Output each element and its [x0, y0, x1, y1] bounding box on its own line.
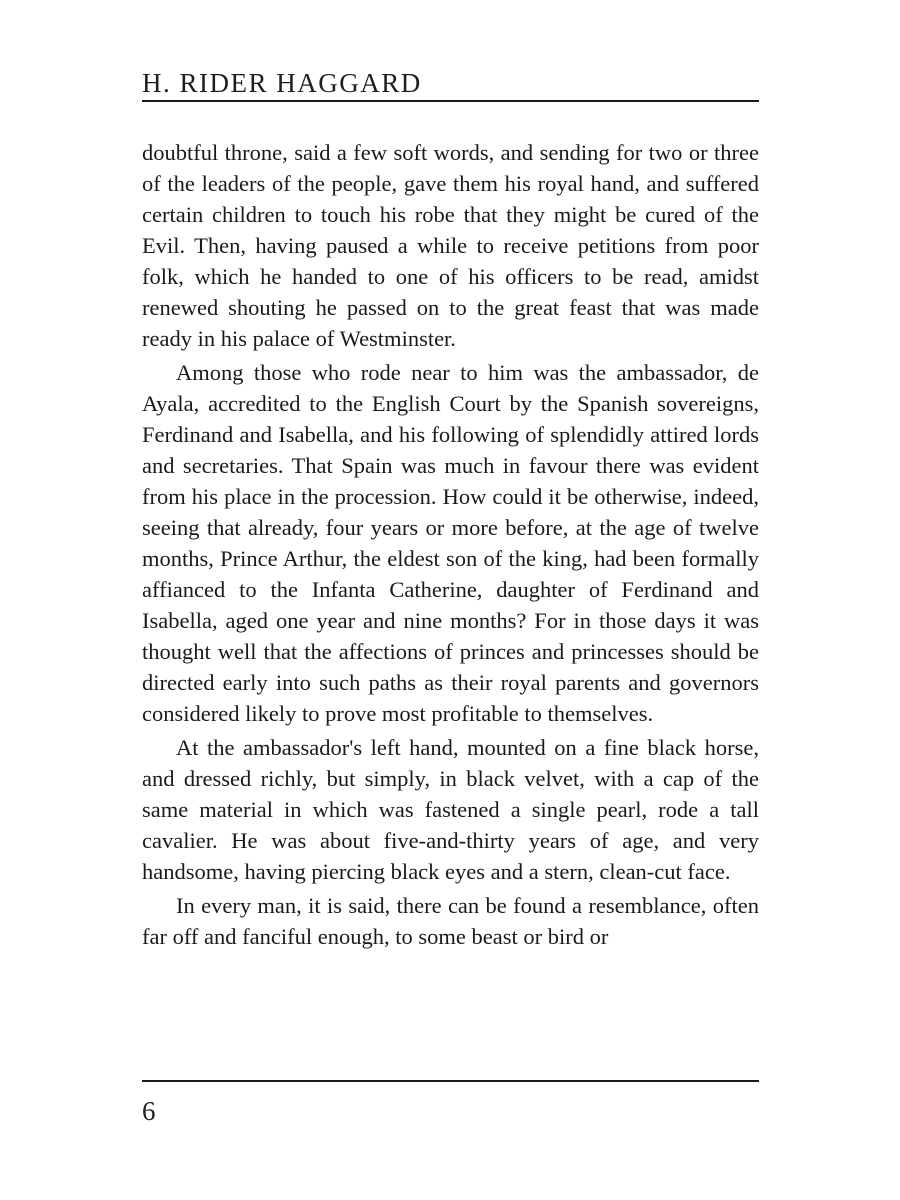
paragraph-1: doubtful throne, said a few soft words, and sending for two or three of the leaders of the people, gave them his royal hand, and suffered certain children to touch his robe that they might be cured of the Evil. Then, having paused a while to receive petitions from poor folk, which he handed to one of his officers to be read, amidst renewed shouting he passed on to the great feast that was made ready in his palace of Westminster. — [142, 140, 759, 351]
paragraph-4: In every man, it is said, there can be found a resemblance, often far off and fanciful enough, to some beast or bird or — [142, 893, 759, 949]
book-page — [142, 0, 759, 1200]
page-number: 6 — [142, 1096, 156, 1126]
header-rule — [142, 100, 759, 102]
paragraph-3: At the ambassador's left hand, mounted on a fine black horse, and dressed richly, but simply, in black velvet, with a cap of the same material in which was fastened a single pearl, rode a tall cavalier. He was about five-and-thirty years of age, and very handsome, having piercing black eyes and a stern, clean-cut face. — [142, 735, 759, 884]
paragraph-2: Among those who rode near to him was the ambassador, de Ayala, accredited to the English Court by the Spanish sovereigns, Ferdinand and Isabella, and his following of splendidly attired lords and secretaries. That Spain was much in favour there was evident from his place in the procession. How could it be otherwise, indeed, seeing that already, four years or more before, at the age of twelve months, Prince Arthur, the eldest son of the king, had been formally affianced to the Infanta Catherine, daughter of Ferdinand and Isabella, aged one year and nine months? For in those days it was thought well that the affections of princes and princesses should be directed early into such paths as their royal parents and governors considered likely to prove most profitable to themselves. — [142, 360, 759, 726]
running-head: H. RIDER HAGGARD — [142, 68, 422, 98]
footer-rule — [142, 1080, 759, 1082]
body-text — [142, 137, 759, 955]
